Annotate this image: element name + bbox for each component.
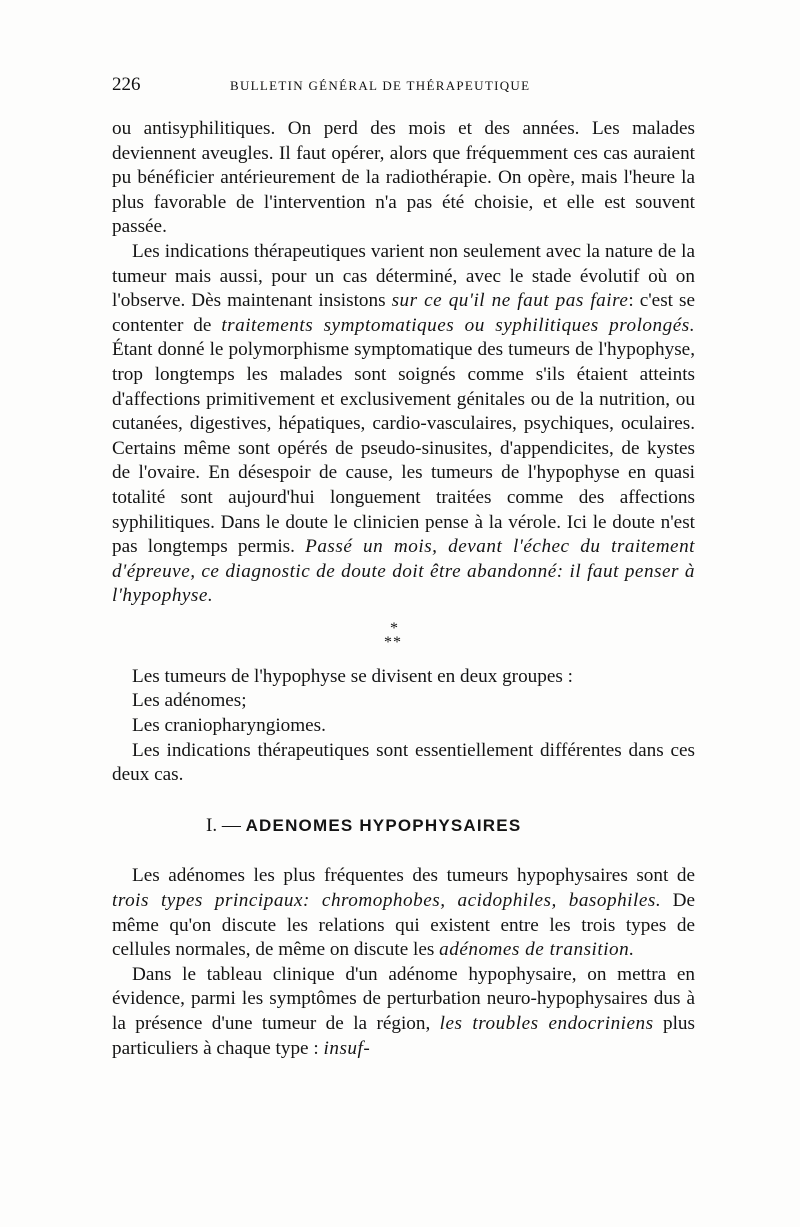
section-number: I. — [206,814,246,836]
section-title: ADENOMES HYPOPHYSAIRES [245,815,522,835]
running-title: BULLETIN GÉNÉRAL DE THÉRAPEUTIQUE [230,78,531,93]
p2-italic-f: Passé un mois, devant l'échec du traitement d'épreuve, ce diagnostic de doute doit être abandonné: il faut penser à l'hypophyse. [112,536,695,607]
paragraph-2 [112,240,695,609]
p7-text-c: De même qu'on discute les relations qui existent entre les trois types de cellules normales, de même on discute les [112,890,695,961]
p8-italic-b: les troubles endocriniens [439,1013,654,1034]
p7-italic-b: trois types principaux: chromophobes, acidophiles, basophiles. [112,890,662,912]
p7-italic-d: adénomes de transition. [439,939,635,961]
p8-italic-d: insuf- [323,1037,371,1059]
p2-italic-d: traitements symptomatiques ou syphilitiques prolongés. [221,314,695,336]
p2-text-e: Étant donné le polymorphisme symptomatique des tumeurs de l'hypophyse, trop longtemps les malades sont soignés comme s'ils étaient atteints d'affections primitivement et exclusivement génitales ou de la nutrition, ou cutanées, digestives, hépatiques, cardio-vasculaires, psychiques, oculaires. Certains même sont opérés de pseudo-sinusites, d'appendicites, de kystes de l'ovaire. En désespoir de cause, les tumeurs de l'hypophyse en quasi totalité sont aujourd'hui longuement traitées comme des affections syphilitiques. Dans le doute le clinicien pense à la vérole. Ici le doute n'est pas longtemps permis. [112,339,695,558]
section-heading [112,814,695,839]
p8-text-c: plus particuliers à chaque type : [112,1013,695,1059]
page-header [112,74,692,100]
p2-text-c: : c'est se contenter de [112,290,695,336]
p8-text-a: Dans le tableau clinique d'un adénome hypophysaire, on mettra en évidence, parmi les symptômes de perturbation neuro-hypophysaires dus à la présence d'une tumeur de la région, [112,963,695,1034]
asterism-bottom: ** [384,633,402,651]
paragraph-3: Les tumeurs de l'hypophyse se divisent en deux groupes : [132,665,573,687]
p2-italic-b: sur ce qu'il ne faut pas faire [391,290,629,312]
paragraph-8 [112,963,695,1061]
page-number: 226 [112,74,141,95]
paragraph-7 [112,864,695,962]
p2-text-a: Les indications thérapeutiques varient non seulement avec la nature de la tumeur mais aussi, pour un cas déterminé, avec le stade évolutif où on l'observe. Dès maintenant insistons [112,240,695,312]
asterism-top: * [390,619,398,637]
body-text [112,117,695,1061]
paragraph-4: Les adénomes; [132,690,247,712]
paragraph-1: ou antisyphilitiques. On perd des mois et des années. Les malades deviennent aveugles. Il faut opérer, alors que fréquemment ces cas auraient pu bénéficier antérieurement de la radiothérapie. On opère, mais l'heure la plus favorable de l'intervention n'a pas été choisie, et elle est souvent passée. [112,118,695,238]
p7-text-a: Les adénomes les plus fréquentes des tumeurs hypophysaires sont de [132,865,695,887]
paragraph-5: Les craniopharyngiomes. [132,715,326,737]
asterism [112,609,695,665]
paragraph-6: Les indications thérapeutiques sont essentiellement différentes dans ces deux cas. [112,739,695,786]
